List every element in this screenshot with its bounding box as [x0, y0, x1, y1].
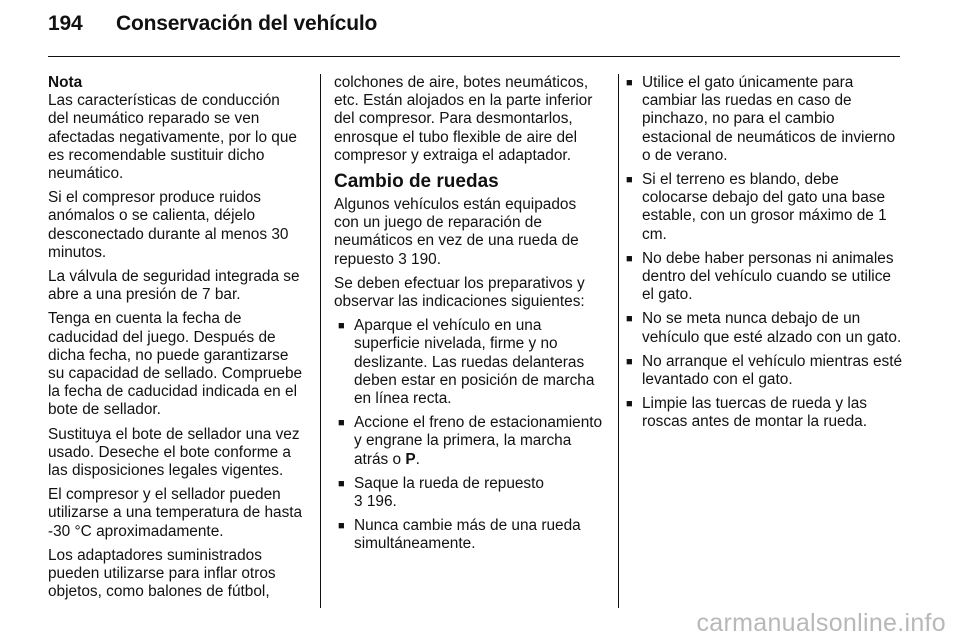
list-item-text: Nunca cambie más de una rueda simultáneamente.	[354, 517, 581, 553]
list-item	[334, 414, 604, 469]
paragraph-safety-valve: La válvula de seguridad integrada se abre a una presión de 7 bar.	[48, 268, 300, 304]
bullet-icon: ■	[626, 313, 633, 326]
column-divider-2	[618, 74, 619, 608]
bullet-icon: ■	[626, 252, 633, 265]
gear-p-label: P	[405, 450, 416, 468]
list-item	[622, 353, 904, 389]
bullet-icon: ■	[626, 398, 633, 411]
section-heading: Cambio de ruedas	[334, 171, 499, 193]
list-item-text: Limpie las tuercas de rueda y las roscas antes de montar la rueda.	[642, 395, 867, 431]
header-rule	[48, 56, 900, 57]
bullet-icon: ■	[338, 477, 345, 490]
bullet-icon: ■	[338, 520, 345, 533]
list-item-text: No se meta nunca debajo de un vehículo que esté alzado con un gato.	[642, 310, 902, 346]
column-right	[622, 74, 904, 438]
bullet-icon: ■	[626, 174, 633, 187]
paragraph-adapters: Los adaptadores suministrados pueden utilizarse para inflar otros objetos, como balones de fútbol,	[48, 546, 276, 601]
paragraph-temperature: El compresor y el sellador pueden utilizarse a una temperatura de hasta -30 °C aproximadamente.	[48, 486, 303, 540]
list-item-text: No arranque el vehículo mientras esté levantado con el gato.	[642, 352, 903, 389]
chapter-title: Conservación del vehículo	[116, 12, 378, 35]
paragraph-expiry-date: Tenga en cuenta la fecha de caducidad del juego. Después de dicha fecha, no puede garantizarse su capacidad de sellado. Compruebe la fecha de caducidad indicada en el bote de sellador.	[48, 310, 303, 419]
watermark: carmanualsonline.info	[696, 609, 946, 637]
bullet-icon: ■	[626, 355, 633, 368]
page-number: 194	[48, 12, 83, 35]
bullet-icon: ■	[338, 417, 345, 430]
list-item-text: Si el terreno es blando, debe colocarse debajo del gato una base estable, con un grosor máximo de 1 cm.	[642, 171, 887, 243]
list-item-period: .	[415, 450, 420, 468]
list-item	[622, 250, 904, 305]
page-ref-arrow-icon: 3	[354, 493, 363, 511]
intro-text: Algunos vehículos están equipados con un juego de reparación de neumáticos en vez de una rueda de repuesto	[334, 196, 579, 268]
list-item	[622, 310, 904, 346]
column-middle	[334, 74, 604, 560]
list-item-text: Saque la rueda de repuesto	[354, 474, 544, 492]
paragraph-replace-bottle: Sustituya el bote de sellador una vez usado. Deseche el bote conforme a las disposiciones legales vigentes.	[48, 425, 300, 480]
page-header	[48, 12, 377, 36]
note-block	[48, 74, 304, 183]
note-title: Nota	[48, 74, 83, 91]
list-item	[622, 171, 904, 244]
column-divider-1	[320, 74, 321, 608]
list-item	[622, 74, 904, 165]
column-left	[48, 74, 304, 607]
page-ref[interactable]: 196.	[366, 493, 397, 511]
page-ref[interactable]: 190.	[411, 250, 441, 268]
paragraph-compressor-noise: Si el compresor produce ruidos anómalos o se calienta, déjelo desconectado durante al menos 30 minutos.	[48, 189, 289, 261]
list-item	[334, 317, 604, 408]
paragraph-adapters-continued: colchones de aire, botes neumáticos, etc. Están alojados en la parte inferior del compresor. Para desmontarlos, enrosque el tubo flexible de aire del compresor y extraiga el adaptador.	[334, 74, 593, 164]
bullet-icon: ■	[338, 320, 345, 333]
note-text: Las características de conducción del neumático reparado se ven afectadas negativamente, por lo que es recomendable sustituir dicho neumático.	[48, 92, 297, 183]
list-item	[334, 517, 604, 553]
list-item-text: Utilice el gato únicamente para cambiar las ruedas en caso de pinchazo, no para el cambio estacional de neumáticos de invierno o de verano.	[642, 74, 896, 164]
list-item	[334, 475, 604, 511]
paragraph-intro	[334, 196, 604, 269]
list-item-text: No debe haber personas ni animales dentro del vehículo cuando se utilice el gato.	[642, 249, 894, 304]
paragraph-preparations: Se deben efectuar los preparativos y observar las indicaciones siguientes:	[334, 274, 585, 311]
bullet-icon: ■	[626, 77, 633, 89]
list-item-text: Aparque el vehículo en una superficie nivelada, firme y no deslizante. Las ruedas delanteras deben estar en posición de marcha en línea recta.	[354, 317, 595, 408]
list-item	[622, 395, 904, 431]
page-ref-arrow-icon: 3	[398, 250, 407, 268]
list-item-text: Accione el freno de estacionamiento y engrane la primera, la marcha atrás o	[354, 414, 603, 468]
